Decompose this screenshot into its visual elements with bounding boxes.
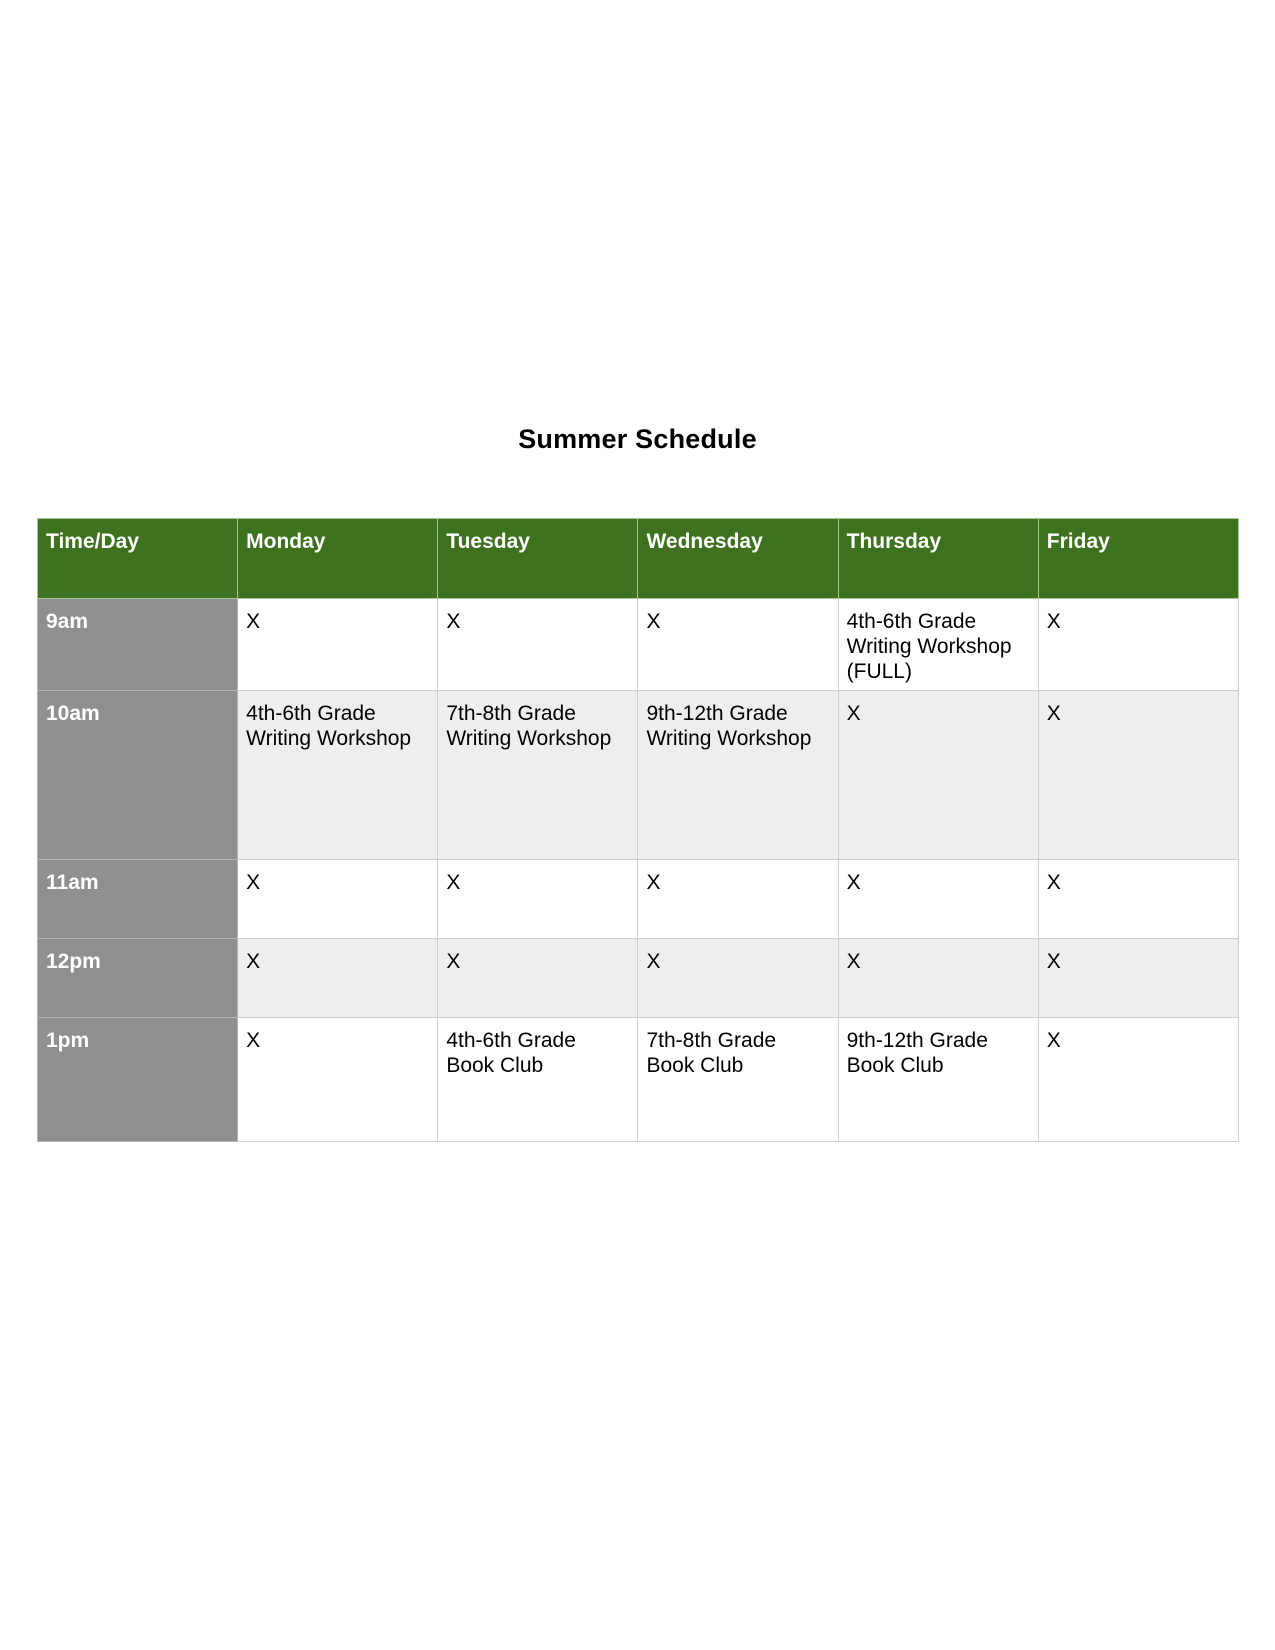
schedule-table (37, 518, 1239, 1142)
schedule-cell (838, 599, 1038, 691)
table-row (38, 939, 1239, 1018)
table-row (38, 599, 1239, 691)
cell-text: X (246, 871, 261, 894)
schedule-cell (638, 1018, 838, 1142)
column-header-thursday: Thursday (838, 519, 1038, 599)
cell-text: 9th-12th Grade Book Club (846, 1029, 988, 1077)
schedule-cell (438, 860, 638, 939)
cell-text: X (446, 950, 461, 973)
cell-text: X (246, 950, 261, 973)
header-row (38, 519, 1239, 599)
time-cell: 12pm (38, 939, 238, 1018)
schedule-cell (438, 691, 638, 860)
schedule-cell (438, 939, 638, 1018)
column-header-time-day: Time/Day (38, 519, 238, 599)
schedule-cell (238, 939, 438, 1018)
time-cell: 11am (38, 860, 238, 939)
cell-text: 7th-8th Grade Writing Workshop (446, 702, 612, 750)
cell-text: 4th-6th Grade Writing Workshop (FULL) (846, 610, 1012, 683)
column-header-tuesday: Tuesday (438, 519, 638, 599)
time-cell: 9am (38, 599, 238, 691)
time-cell: 10am (38, 691, 238, 860)
schedule-cell (638, 860, 838, 939)
schedule-cell (838, 1018, 1038, 1142)
cell-text: X (446, 610, 461, 633)
schedule-cell (238, 1018, 438, 1142)
time-cell: 1pm (38, 1018, 238, 1142)
cell-text: X (646, 610, 661, 633)
table-row (38, 860, 1239, 939)
cell-text: 7th-8th Grade Book Club (646, 1029, 777, 1077)
column-header-monday: Monday (238, 519, 438, 599)
schedule-cell (1038, 691, 1238, 860)
cell-text: X (1046, 610, 1061, 633)
schedule-cell (238, 860, 438, 939)
schedule-cell (238, 691, 438, 860)
cell-text: 4th-6th Grade Book Club (446, 1029, 576, 1077)
schedule-cell (638, 691, 838, 860)
cell-text: 4th-6th Grade Writing Workshop (246, 702, 412, 750)
schedule-cell (638, 599, 838, 691)
table-row (38, 1018, 1239, 1142)
schedule-cell (1038, 939, 1238, 1018)
cell-text: X (1046, 871, 1061, 894)
schedule-cell (238, 599, 438, 691)
table-row (38, 691, 1239, 860)
cell-text: X (1046, 702, 1061, 725)
schedule-cell (438, 1018, 638, 1142)
cell-text: X (646, 871, 661, 894)
cell-text: X (846, 871, 861, 894)
cell-text: X (646, 950, 661, 973)
cell-text: X (846, 702, 861, 725)
cell-text: X (846, 950, 861, 973)
schedule-cell (838, 939, 1038, 1018)
cell-text: X (1046, 950, 1061, 973)
cell-text: X (1046, 1029, 1061, 1052)
schedule-cell (1038, 860, 1238, 939)
schedule-cell (638, 939, 838, 1018)
cell-text: X (246, 610, 261, 633)
schedule-cell (1038, 599, 1238, 691)
column-header-wednesday: Wednesday (638, 519, 838, 599)
cell-text: 9th-12th Grade Writing Workshop (646, 702, 812, 750)
schedule-cell (838, 860, 1038, 939)
schedule-cell (438, 599, 638, 691)
schedule-cell (838, 691, 1038, 860)
cell-text: X (246, 1029, 261, 1052)
column-header-friday: Friday (1038, 519, 1238, 599)
page-title: Summer Schedule (518, 424, 757, 454)
schedule-cell (1038, 1018, 1238, 1142)
cell-text: X (446, 871, 461, 894)
